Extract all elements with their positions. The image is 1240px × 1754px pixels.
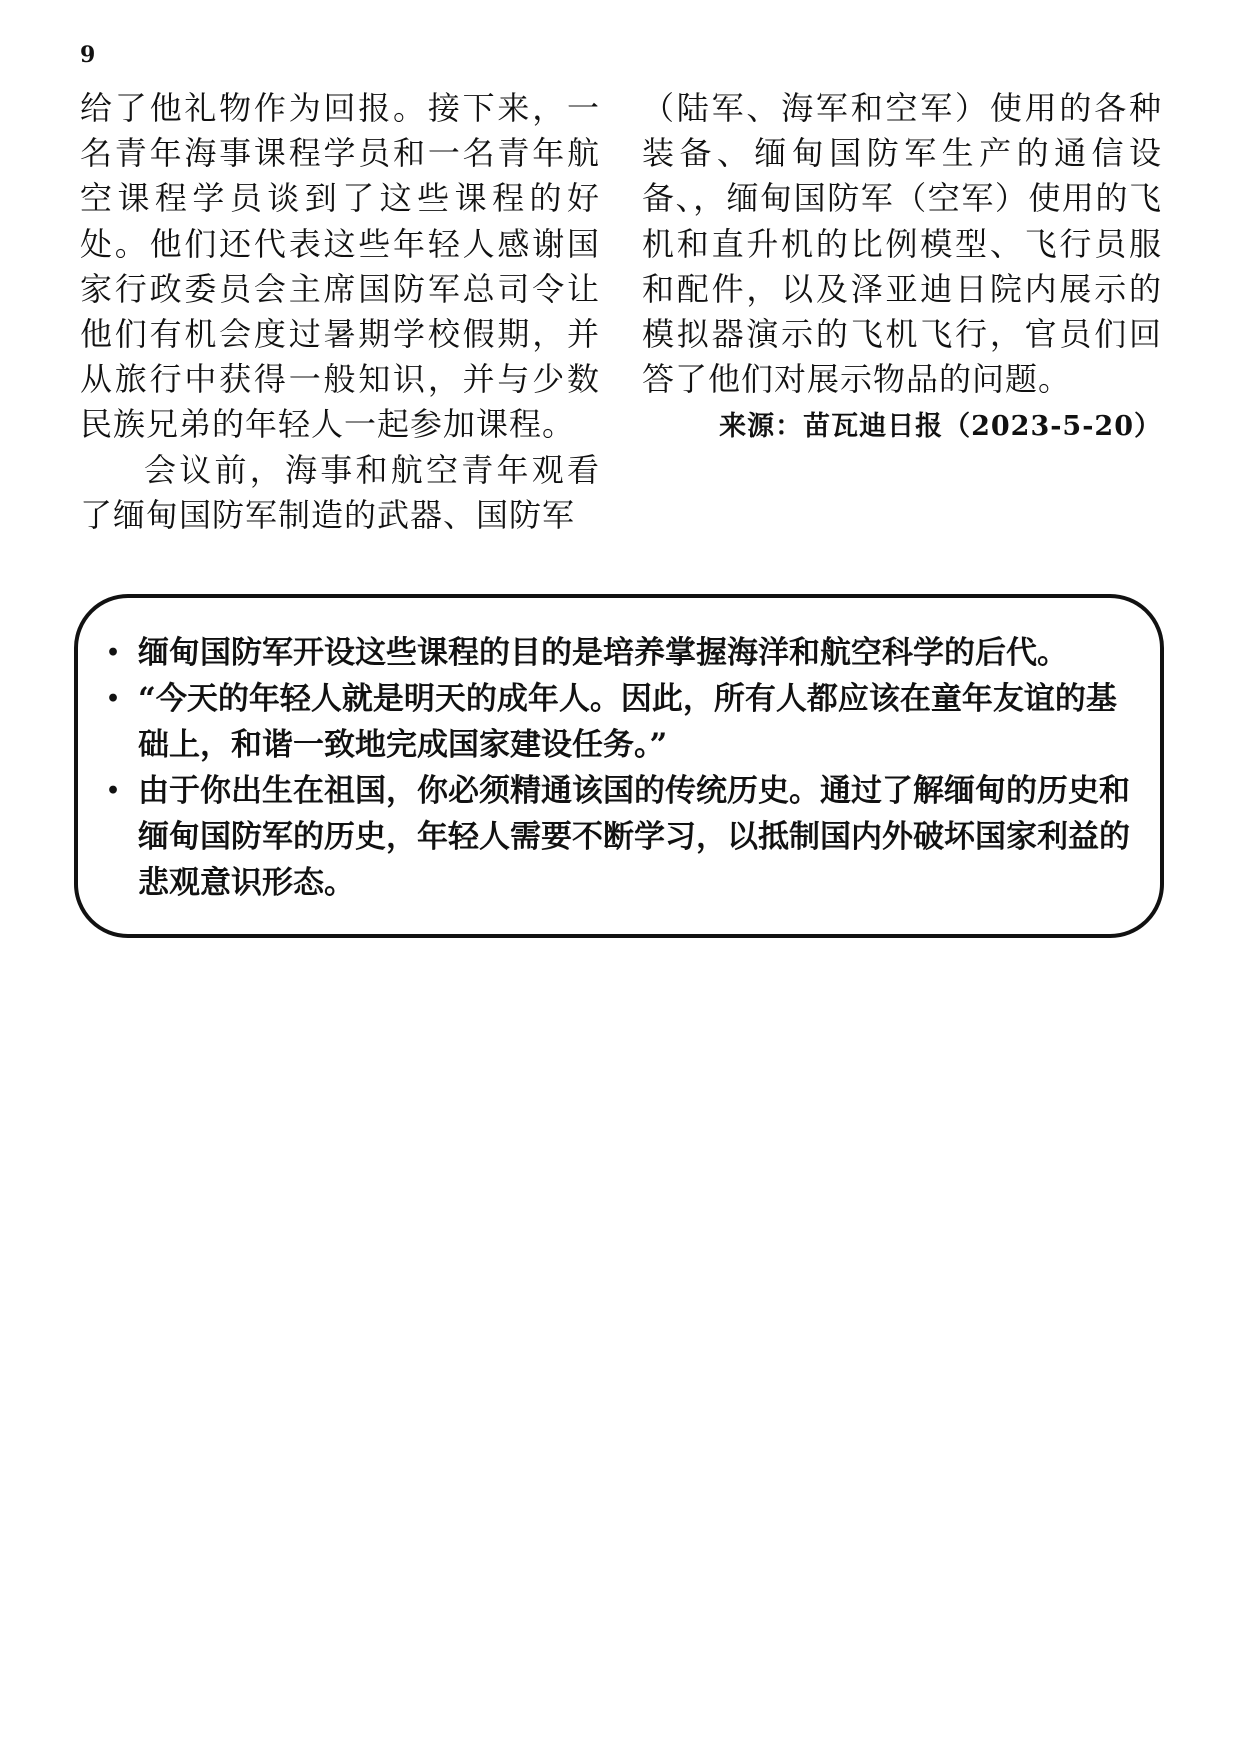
bullet-icon: •: [106, 640, 121, 666]
summary-item: [98, 630, 1138, 676]
article-paragraph: 给了他礼物作为回报。接下来，一名青年海事课程学员和一名青年航空课程学员谈到了这些课程的好处。他们还代表这些年轻人感谢国家行政委员会主席国防军总司令让他们有机会度过暑期学校假期，并从旅行中获得一般知识，并与少数民族兄弟的年轻人一起参加课程。: [80, 89, 600, 444]
summary-item-text: “今天的年轻人就是明天的成年人。因此，所有人都应该在童年友谊的基础上，和谐一致地完成国家建设任务。”: [138, 681, 1117, 763]
article-paragraph: （陆军、海军和空军）使用的各种装备、缅甸国防军生产的通信设备、，缅甸国防军（空军）使用的飞机和直升机的比例模型、飞行员服和配件，以及泽亚迪日院内展示的模拟器演示的飞机飞行，官员们回答了他们对展示物品的问题。: [642, 89, 1162, 399]
summary-item: [98, 768, 1138, 906]
article-paragraph: 会议前，海事和航空青年观看了缅甸国防军制造的武器、国防军: [80, 450, 600, 534]
summary-box: [74, 594, 1164, 938]
bullet-icon: •: [106, 686, 121, 712]
page-number: 9: [80, 42, 96, 68]
summary-item-text: 缅甸国防军开设这些课程的目的是培养掌握海洋和航空科学的后代。: [138, 635, 1068, 671]
summary-item: [98, 676, 1138, 768]
summary-list: [98, 630, 1138, 906]
article-right-column: [642, 86, 1162, 449]
bullet-icon: •: [106, 778, 121, 804]
summary-item-text: 由于你出生在祖国，你必须精通该国的传统历史。通过了解缅甸的历史和缅甸国防军的历史，年轻人需要不断学习，以抵制国内外破坏国家利益的悲观意识形态。: [138, 773, 1130, 901]
source-citation: 来源：苗瓦迪日报（2023-5-20）: [719, 411, 1162, 443]
article-left-column: [80, 86, 600, 538]
